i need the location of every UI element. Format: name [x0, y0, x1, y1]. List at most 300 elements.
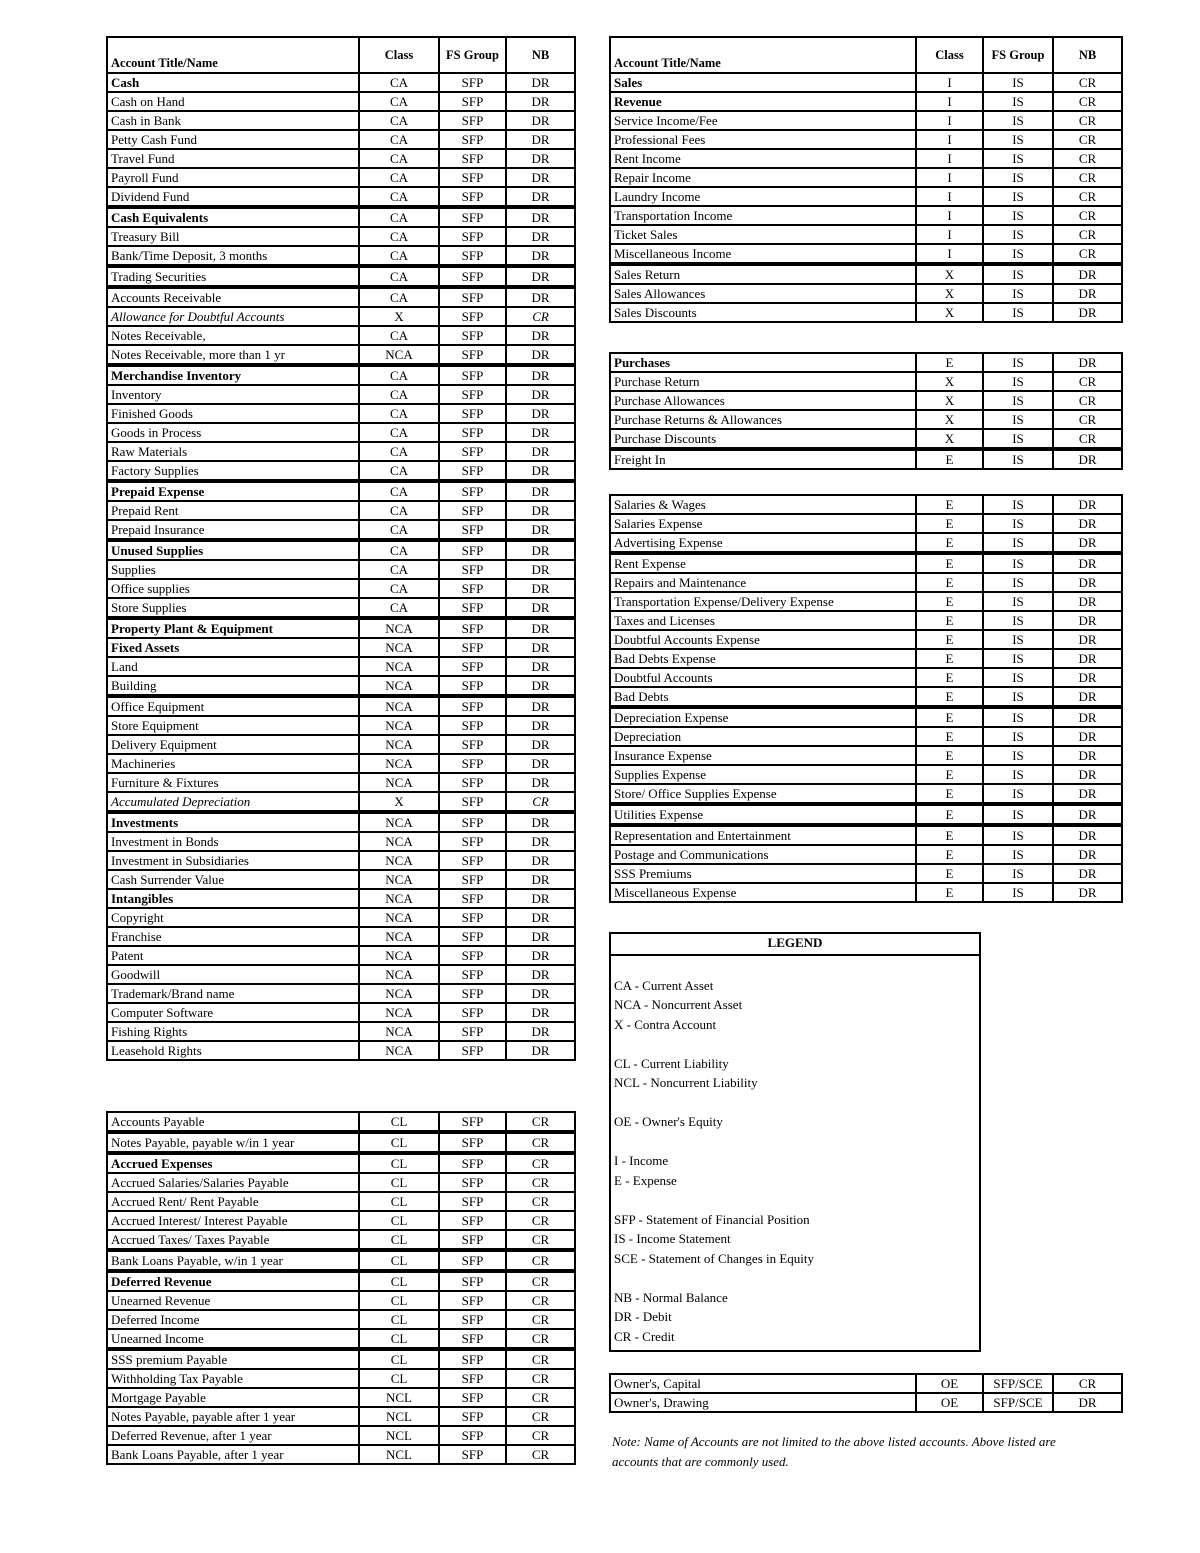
table-row — [610, 410, 1122, 429]
account-name-cell: Deferred Income — [107, 1310, 359, 1329]
table-row — [610, 845, 1122, 864]
legend-line — [611, 1093, 979, 1113]
fs-group-cell: SFP — [439, 345, 506, 365]
normal-balance-cell: DR — [1053, 514, 1122, 533]
normal-balance-cell: DR — [506, 851, 575, 870]
fs-group-cell: SFP — [439, 365, 506, 385]
account-name-cell: Petty Cash Fund — [107, 130, 359, 149]
class-cell: E — [916, 727, 983, 746]
class-cell: X — [916, 264, 983, 284]
account-name-cell: Leasehold Rights — [107, 1041, 359, 1060]
table-row — [107, 1271, 575, 1291]
account-name-cell: Ticket Sales — [610, 225, 916, 244]
legend-line — [611, 956, 979, 976]
class-cell: CA — [359, 540, 439, 560]
fs-group-cell: SFP — [439, 404, 506, 423]
fs-group-cell: SFP — [439, 326, 506, 345]
table-row — [610, 630, 1122, 649]
class-cell: E — [916, 533, 983, 553]
table-row — [610, 592, 1122, 611]
normal-balance-cell: DR — [1053, 303, 1122, 322]
class-cell: NCA — [359, 657, 439, 676]
account-name-cell: Furniture & Fixtures — [107, 773, 359, 792]
table-row — [107, 540, 575, 560]
account-name-cell: Payroll Fund — [107, 168, 359, 187]
table-row — [610, 225, 1122, 244]
class-cell: CA — [359, 423, 439, 442]
table-row — [107, 168, 575, 187]
normal-balance-cell: DR — [1053, 592, 1122, 611]
class-cell: CA — [359, 501, 439, 520]
account-name-cell: Deferred Revenue — [107, 1271, 359, 1291]
fs-group-cell: SFP — [439, 1112, 506, 1132]
account-name-cell: Sales Discounts — [610, 303, 916, 322]
table-row — [610, 765, 1122, 784]
account-name-cell: Accrued Rent/ Rent Payable — [107, 1192, 359, 1211]
table-row — [107, 638, 575, 657]
account-name-cell: Accrued Interest/ Interest Payable — [107, 1211, 359, 1230]
class-cell: NCA — [359, 889, 439, 908]
table-row — [610, 244, 1122, 264]
fs-group-cell: IS — [983, 149, 1053, 168]
fs-group-cell: SFP — [439, 1388, 506, 1407]
table-row — [610, 449, 1122, 469]
legend-line — [611, 1132, 979, 1152]
fs-group-cell: SFP — [439, 92, 506, 111]
table-row — [107, 1310, 575, 1329]
table-row — [107, 149, 575, 168]
account-name-cell: Notes Payable, payable after 1 year — [107, 1407, 359, 1426]
normal-balance-cell: DR — [1053, 864, 1122, 883]
account-name-cell: Merchandise Inventory — [107, 365, 359, 385]
normal-balance-cell: CR — [506, 1230, 575, 1250]
class-cell: I — [916, 225, 983, 244]
fs-group-cell: IS — [983, 264, 1053, 284]
fs-group-cell: SFP — [439, 501, 506, 520]
fs-group-cell: IS — [983, 630, 1053, 649]
normal-balance-cell: DR — [506, 1022, 575, 1041]
table-row — [107, 773, 575, 792]
table-row — [610, 391, 1122, 410]
account-name-cell: Purchase Returns & Allowances — [610, 410, 916, 429]
account-name-cell: Prepaid Insurance — [107, 520, 359, 540]
normal-balance-cell: CR — [1053, 73, 1122, 92]
normal-balance-cell: DR — [506, 965, 575, 984]
normal-balance-cell: CR — [1053, 111, 1122, 130]
table-row — [107, 520, 575, 540]
normal-balance-cell: DR — [506, 461, 575, 481]
table-row — [107, 307, 575, 326]
class-cell: CA — [359, 365, 439, 385]
table-row — [107, 792, 575, 812]
class-cell: NCA — [359, 1041, 439, 1060]
account-name-cell: Building — [107, 676, 359, 696]
class-cell: CA — [359, 207, 439, 227]
class-cell: CA — [359, 560, 439, 579]
normal-balance-cell: CR — [506, 1329, 575, 1349]
normal-balance-cell: DR — [1053, 553, 1122, 573]
legend-line — [611, 1268, 979, 1288]
class-cell: OE — [916, 1393, 983, 1412]
fs-group-cell: IS — [983, 225, 1053, 244]
class-cell: CA — [359, 149, 439, 168]
table-row — [610, 353, 1122, 372]
table-row — [107, 73, 575, 92]
fs-group-cell: IS — [983, 804, 1053, 825]
account-name-cell: Professional Fees — [610, 130, 916, 149]
normal-balance-cell: CR — [1053, 92, 1122, 111]
class-cell: CA — [359, 481, 439, 501]
account-name-cell: Store Equipment — [107, 716, 359, 735]
account-name-cell: Raw Materials — [107, 442, 359, 461]
normal-balance-cell: DR — [506, 1041, 575, 1060]
account-name-cell: Accrued Expenses — [107, 1153, 359, 1173]
account-name-cell: Miscellaneous Income — [610, 244, 916, 264]
fs-group-cell: SFP — [439, 908, 506, 927]
account-name-cell: Unearned Revenue — [107, 1291, 359, 1310]
table-row — [107, 1003, 575, 1022]
class-cell: I — [916, 111, 983, 130]
table-row — [107, 481, 575, 501]
fs-group-cell: IS — [983, 372, 1053, 391]
normal-balance-cell: DR — [1053, 746, 1122, 765]
fs-group-cell: IS — [983, 668, 1053, 687]
table-row — [610, 284, 1122, 303]
normal-balance-cell: CR — [506, 1250, 575, 1271]
table-row — [610, 804, 1122, 825]
class-cell: CL — [359, 1310, 439, 1329]
fs-group-cell: IS — [983, 111, 1053, 130]
class-cell: E — [916, 668, 983, 687]
fs-group-cell: IS — [983, 553, 1053, 573]
class-cell: NCL — [359, 1407, 439, 1426]
legend-line — [611, 1190, 979, 1210]
class-cell: E — [916, 649, 983, 668]
legend-line: CR - Credit — [614, 1328, 675, 1344]
class-cell: NCA — [359, 1022, 439, 1041]
account-name-cell: Salaries Expense — [610, 514, 916, 533]
fs-group-cell: IS — [983, 495, 1053, 514]
normal-balance-cell: DR — [506, 618, 575, 638]
normal-balance-cell: CR — [506, 1271, 575, 1291]
fs-group-cell: SFP — [439, 423, 506, 442]
header-class: Class — [916, 37, 983, 73]
account-name-cell: Accounts Receivable — [107, 287, 359, 307]
table-row — [107, 1173, 575, 1192]
legend-line: SFP - Statement of Financial Position — [614, 1211, 810, 1227]
table-row — [610, 727, 1122, 746]
account-name-cell: Mortgage Payable — [107, 1388, 359, 1407]
normal-balance-cell: DR — [506, 716, 575, 735]
class-cell: E — [916, 630, 983, 649]
class-cell: I — [916, 187, 983, 206]
account-name-cell: Trademark/Brand name — [107, 984, 359, 1003]
table-row — [610, 206, 1122, 225]
account-name-cell: Deferred Revenue, after 1 year — [107, 1426, 359, 1445]
table-row — [107, 1369, 575, 1388]
class-cell: E — [916, 883, 983, 902]
class-cell: NCL — [359, 1445, 439, 1464]
legend-line: IS - Income Statement — [614, 1231, 731, 1246]
table-row — [107, 1349, 575, 1369]
normal-balance-cell: DR — [506, 735, 575, 754]
account-name-cell: Fixed Assets — [107, 638, 359, 657]
owner-equity-table — [609, 1373, 1123, 1413]
fs-group-cell: IS — [983, 784, 1053, 804]
table-row — [107, 111, 575, 130]
fs-group-cell: SFP — [439, 1173, 506, 1192]
class-cell: CA — [359, 227, 439, 246]
fs-group-cell: SFP — [439, 227, 506, 246]
normal-balance-cell: DR — [506, 423, 575, 442]
table-row — [610, 784, 1122, 804]
fs-group-cell: SFP — [439, 73, 506, 92]
account-name-cell: SSS Premiums — [610, 864, 916, 883]
class-cell: NCA — [359, 851, 439, 870]
class-cell: X — [916, 410, 983, 429]
normal-balance-cell: CR — [506, 1211, 575, 1230]
account-name-cell: Utilities Expense — [610, 804, 916, 825]
fs-group-cell: SFP — [439, 266, 506, 287]
table-row — [107, 227, 575, 246]
table-row — [610, 303, 1122, 322]
fs-group-cell: IS — [983, 130, 1053, 149]
normal-balance-cell: CR — [1053, 206, 1122, 225]
class-cell: NCL — [359, 1388, 439, 1407]
normal-balance-cell: DR — [1053, 687, 1122, 707]
account-name-cell: Treasury Bill — [107, 227, 359, 246]
normal-balance-cell: DR — [506, 657, 575, 676]
table-row — [107, 246, 575, 266]
table-row — [610, 707, 1122, 727]
normal-balance-cell: CR — [1053, 168, 1122, 187]
normal-balance-cell: DR — [1053, 495, 1122, 514]
normal-balance-cell: DR — [1053, 1393, 1122, 1412]
account-name-cell: Notes Payable, payable w/in 1 year — [107, 1132, 359, 1153]
table-row — [610, 111, 1122, 130]
account-name-cell: Unused Supplies — [107, 540, 359, 560]
account-name-cell: Office supplies — [107, 579, 359, 598]
account-name-cell: Machineries — [107, 754, 359, 773]
table-row — [610, 92, 1122, 111]
header-nb: NB — [1053, 37, 1122, 73]
normal-balance-cell: DR — [506, 385, 575, 404]
normal-balance-cell: CR — [506, 307, 575, 326]
table-row — [610, 611, 1122, 630]
fs-group-cell: SFP — [439, 870, 506, 889]
fs-group-cell: SFP — [439, 1445, 506, 1464]
account-name-cell: Goods in Process — [107, 423, 359, 442]
account-name-cell: Trading Securities — [107, 266, 359, 287]
table-row — [107, 965, 575, 984]
normal-balance-cell: CR — [1053, 391, 1122, 410]
class-cell: E — [916, 573, 983, 592]
fs-group-cell: SFP/SCE — [983, 1393, 1053, 1412]
class-cell: E — [916, 353, 983, 372]
legend-line: NCL - Noncurrent Liability — [614, 1075, 758, 1090]
class-cell: CA — [359, 187, 439, 207]
fs-group-cell: SFP — [439, 168, 506, 187]
class-cell: CL — [359, 1329, 439, 1349]
normal-balance-cell: DR — [506, 638, 575, 657]
fs-group-cell: IS — [983, 303, 1053, 322]
table-row — [107, 908, 575, 927]
normal-balance-cell: DR — [506, 130, 575, 149]
normal-balance-cell: DR — [1053, 727, 1122, 746]
table-row — [610, 553, 1122, 573]
account-name-cell: Advertising Expense — [610, 533, 916, 553]
account-name-cell: Sales Return — [610, 264, 916, 284]
normal-balance-cell: CR — [506, 1153, 575, 1173]
class-cell: NCA — [359, 984, 439, 1003]
normal-balance-cell: DR — [1053, 611, 1122, 630]
normal-balance-cell: CR — [506, 1192, 575, 1211]
account-name-cell: Purchase Return — [610, 372, 916, 391]
account-name-cell: Supplies Expense — [610, 765, 916, 784]
table-row — [107, 1211, 575, 1230]
class-cell: X — [916, 429, 983, 449]
account-name-cell: Doubtful Accounts — [610, 668, 916, 687]
fs-group-cell: SFP — [439, 754, 506, 773]
fs-group-cell: SFP — [439, 1426, 506, 1445]
header-nb: NB — [506, 37, 575, 73]
normal-balance-cell: DR — [1053, 883, 1122, 902]
fs-group-cell: IS — [983, 611, 1053, 630]
table-row — [107, 598, 575, 618]
normal-balance-cell: DR — [506, 187, 575, 207]
fs-group-cell: IS — [983, 429, 1053, 449]
fs-group-cell: SFP — [439, 984, 506, 1003]
header-account-title: Account Title/Name — [107, 37, 359, 73]
normal-balance-cell: DR — [1053, 264, 1122, 284]
fs-group-cell: IS — [983, 765, 1053, 784]
normal-balance-cell: DR — [1053, 825, 1122, 845]
account-name-cell: Depreciation — [610, 727, 916, 746]
table-row — [107, 266, 575, 287]
normal-balance-cell: DR — [506, 168, 575, 187]
account-name-cell: Postage and Communications — [610, 845, 916, 864]
fs-group-cell: IS — [983, 883, 1053, 902]
account-name-cell: Rent Expense — [610, 553, 916, 573]
class-cell: CA — [359, 287, 439, 307]
class-cell: X — [916, 303, 983, 322]
normal-balance-cell: DR — [506, 927, 575, 946]
normal-balance-cell: DR — [506, 984, 575, 1003]
fs-group-cell: IS — [983, 187, 1053, 206]
normal-balance-cell: CR — [1053, 429, 1122, 449]
fs-group-cell: SFP — [439, 657, 506, 676]
fs-group-cell: IS — [983, 825, 1053, 845]
fs-group-cell: SFP — [439, 520, 506, 540]
legend-line: CL - Current Liability — [614, 1055, 729, 1071]
table-row — [107, 1445, 575, 1464]
fs-group-cell: IS — [983, 514, 1053, 533]
fs-group-cell: IS — [983, 687, 1053, 707]
account-name-cell: Copyright — [107, 908, 359, 927]
class-cell: CA — [359, 598, 439, 618]
fs-group-cell: IS — [983, 845, 1053, 864]
class-cell: X — [916, 284, 983, 303]
class-cell: NCA — [359, 735, 439, 754]
class-cell: E — [916, 784, 983, 804]
normal-balance-cell: DR — [506, 832, 575, 851]
fs-group-cell: SFP — [439, 246, 506, 266]
legend-line: SCE - Statement of Changes in Equity — [614, 1250, 815, 1266]
class-cell: CL — [359, 1271, 439, 1291]
table-row — [610, 187, 1122, 206]
legend-line: CA - Current Asset — [614, 977, 714, 993]
account-name-cell: Intangibles — [107, 889, 359, 908]
fs-group-cell: SFP — [439, 1003, 506, 1022]
fs-group-cell: IS — [983, 168, 1053, 187]
normal-balance-cell: CR — [506, 1388, 575, 1407]
fs-group-cell: SFP — [439, 696, 506, 716]
normal-balance-cell: CR — [1053, 225, 1122, 244]
account-name-cell: Accounts Payable — [107, 1112, 359, 1132]
account-name-cell: Notes Receivable, more than 1 yr — [107, 345, 359, 365]
account-name-cell: Insurance Expense — [610, 746, 916, 765]
normal-balance-cell: DR — [506, 442, 575, 461]
table-row — [107, 1388, 575, 1407]
class-cell: X — [359, 792, 439, 812]
fs-group-cell: SFP — [439, 965, 506, 984]
account-name-cell: SSS premium Payable — [107, 1349, 359, 1369]
account-name-cell: Owner's, Drawing — [610, 1393, 916, 1412]
fs-group-cell: SFP — [439, 187, 506, 207]
normal-balance-cell: DR — [506, 73, 575, 92]
fs-group-cell: SFP — [439, 716, 506, 735]
legend-line: DR - Debit — [614, 1309, 672, 1324]
class-cell: NCA — [359, 965, 439, 984]
account-name-cell: Delivery Equipment — [107, 735, 359, 754]
account-name-cell: Patent — [107, 946, 359, 965]
class-cell: CL — [359, 1153, 439, 1173]
account-name-cell: Factory Supplies — [107, 461, 359, 481]
account-name-cell: Doubtful Accounts Expense — [610, 630, 916, 649]
fs-group-cell: SFP — [439, 851, 506, 870]
account-name-cell: Accrued Taxes/ Taxes Payable — [107, 1230, 359, 1250]
normal-balance-cell: DR — [506, 889, 575, 908]
fs-group-cell: SFP — [439, 1153, 506, 1173]
fs-group-cell: IS — [983, 391, 1053, 410]
fs-group-cell: SFP — [439, 889, 506, 908]
account-name-cell: Service Income/Fee — [610, 111, 916, 130]
normal-balance-cell: CR — [506, 1132, 575, 1153]
normal-balance-cell: CR — [1053, 372, 1122, 391]
class-cell: I — [916, 130, 983, 149]
account-name-cell: Bank Loans Payable, after 1 year — [107, 1445, 359, 1464]
account-name-cell: Franchise — [107, 927, 359, 946]
normal-balance-cell: DR — [506, 676, 575, 696]
account-name-cell: Goodwill — [107, 965, 359, 984]
table-row — [107, 1041, 575, 1060]
class-cell: E — [916, 611, 983, 630]
table-row — [107, 927, 575, 946]
normal-balance-cell: CR — [506, 1349, 575, 1369]
table-row — [107, 1407, 575, 1426]
account-name-cell: Prepaid Expense — [107, 481, 359, 501]
normal-balance-cell: DR — [506, 540, 575, 560]
normal-balance-cell: DR — [506, 246, 575, 266]
normal-balance-cell: DR — [506, 812, 575, 832]
fs-group-cell: SFP — [439, 1407, 506, 1426]
class-cell: NCA — [359, 618, 439, 638]
account-name-cell: Accumulated Depreciation — [107, 792, 359, 812]
account-name-cell: Miscellaneous Expense — [610, 883, 916, 902]
normal-balance-cell: DR — [506, 1003, 575, 1022]
class-cell: NCA — [359, 676, 439, 696]
fs-group-cell: IS — [983, 410, 1053, 429]
